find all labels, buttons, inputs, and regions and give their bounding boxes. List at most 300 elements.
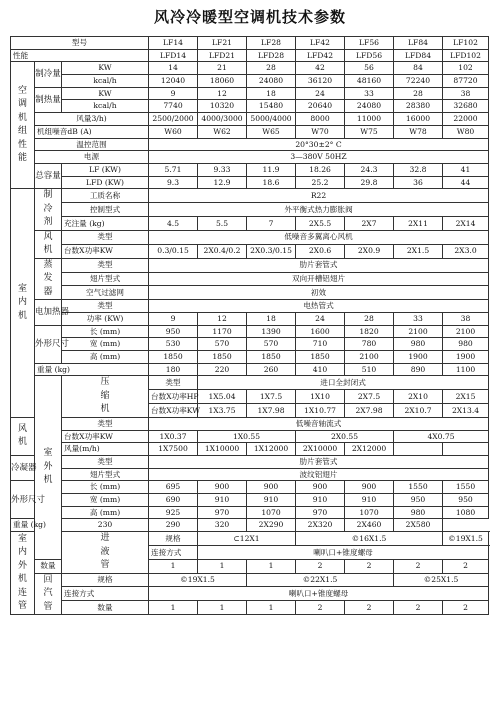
row-out-spec	[11, 573, 489, 587]
row-out-qty	[11, 601, 489, 615]
label: 数量	[62, 601, 149, 615]
cool-kcal-value: 24080	[247, 75, 296, 88]
cool-kw-value: 14	[149, 62, 198, 75]
label: 重量 (kg)	[11, 519, 62, 532]
airflow-value: 5000/4000	[247, 113, 296, 126]
sub-liquid-pipe: 进 液 管	[62, 532, 149, 574]
section-outdoor: 室 外 机	[35, 376, 62, 559]
label: 充注量 (kg)	[62, 216, 149, 230]
owidth-value: 690	[149, 494, 198, 507]
section-indoor: 室 内 机	[11, 189, 35, 418]
value: 双向开槽铝翅片	[149, 272, 489, 286]
noise-value: W65	[247, 125, 296, 138]
label: 类型	[62, 455, 149, 468]
label: 台数X功率KW	[62, 244, 149, 258]
charge-value: 5.5	[198, 216, 247, 230]
model-name-lfd: LFD42	[296, 49, 345, 62]
out-qty-value: 2	[345, 601, 394, 615]
label: 高 (mm)	[62, 506, 149, 519]
length-value: 950	[149, 325, 198, 338]
ofan-power-value: 1X0.37	[149, 430, 198, 443]
row-cool-kw	[11, 62, 489, 75]
length-value: 2100	[394, 325, 443, 338]
charge-value: 2X14	[443, 216, 489, 230]
sub-dimensions: 外形尺寸	[35, 325, 62, 363]
row-cond-type	[11, 455, 489, 468]
comp-hp-value: 1X10	[296, 390, 345, 404]
model-name: LF14	[149, 37, 198, 50]
comp-hp-value: 2X7.5	[345, 390, 394, 404]
cool-kw-value: 56	[345, 62, 394, 75]
row-height	[11, 351, 489, 364]
length-value: 1600	[296, 325, 345, 338]
out-spec-value: ©19X1.5	[149, 573, 247, 587]
label: 工质名称	[62, 189, 149, 203]
in-qty-value: 2	[296, 559, 345, 573]
noise-value: W70	[296, 125, 345, 138]
comp-kw-value: 1X10.77	[296, 404, 345, 418]
sub-compressor: 压 缩 机	[62, 376, 149, 418]
model-name: LF21	[198, 37, 247, 50]
comp-kw-value: 1X3.75	[198, 404, 247, 418]
value: 电热管式	[149, 300, 489, 313]
fan-power-value: 2X0.3/0.15	[247, 244, 296, 258]
sub-dimensions: 外形尺寸	[11, 481, 35, 519]
label: 风量3/h)	[35, 113, 149, 126]
length-value: 1820	[345, 325, 394, 338]
power-value: 3—380V 50HZ	[149, 151, 489, 164]
out-qty-value: 1	[198, 601, 247, 615]
row-ofan-type	[11, 417, 489, 430]
label: 连接方式	[149, 545, 198, 559]
label: 温控范围	[35, 138, 149, 151]
olength-value: 695	[149, 481, 198, 494]
charge-value: 2X5.5	[296, 216, 345, 230]
height-value: 1850	[247, 351, 296, 364]
charge-value: 4.5	[149, 216, 198, 230]
oweight-value: 2X320	[296, 519, 345, 532]
sub-fan: 风 机	[11, 417, 35, 455]
charge-value: 2X11	[394, 216, 443, 230]
row-ofin	[11, 468, 489, 481]
cool-kw-value: 28	[247, 62, 296, 75]
cool-kw-value: 42	[296, 62, 345, 75]
spec-table	[10, 36, 489, 615]
value: 喇叭口+锥度螺母	[149, 587, 489, 601]
row-heater-type	[11, 300, 489, 313]
lfd-kw-value: 9.3	[149, 176, 198, 189]
length-value: 1390	[247, 325, 296, 338]
in-qty-value: 1	[198, 559, 247, 573]
row-lf	[11, 163, 489, 176]
noise-value: W75	[345, 125, 394, 138]
row-fin	[11, 272, 489, 286]
label: 控制型式	[62, 203, 149, 217]
label: 翅片型式	[62, 468, 149, 481]
value: 初效	[149, 286, 489, 300]
weight-value: 890	[394, 363, 443, 376]
comp-kw-value: 2X7.98	[345, 404, 394, 418]
airflow-value: 16000	[394, 113, 443, 126]
out-spec-value: ©22X1.5	[247, 573, 394, 587]
out-qty-value: 2	[443, 601, 489, 615]
comp-kw-value: 2X10.7	[394, 404, 443, 418]
out-qty-value: 2	[296, 601, 345, 615]
heat-kcal-value: 10320	[198, 100, 247, 113]
cool-kw-value: 84	[394, 62, 443, 75]
weight-value: 1100	[443, 363, 489, 376]
olength-value: 1550	[443, 481, 489, 494]
section-connect: 室 内 外 机 连 管	[11, 532, 35, 615]
lf-kw-value: 18.26	[296, 163, 345, 176]
height-value: 2100	[345, 351, 394, 364]
lfd-kw-value: 25.2	[296, 176, 345, 189]
model-name-lfd: LFD102	[443, 49, 489, 62]
cool-kw-value: 102	[443, 62, 489, 75]
owidth-value: 950	[443, 494, 489, 507]
fan-power-value: 0.3/0.15	[149, 244, 198, 258]
document-title: 风冷冷暖型空调机技术参数	[153, 8, 346, 26]
label: 宽 (mm)	[62, 338, 149, 351]
label: kcal/h	[62, 75, 149, 88]
lfd-kw-value: 12.9	[198, 176, 247, 189]
model-header: 型号	[11, 37, 149, 50]
model-name: LF28	[247, 37, 296, 50]
owidth-value: 910	[247, 494, 296, 507]
row-lfd	[11, 176, 489, 189]
row-oheight	[11, 506, 489, 519]
oheight-value: 1080	[443, 506, 489, 519]
out-qty-value: 1	[149, 601, 198, 615]
row-filter	[11, 286, 489, 300]
model-name: LF84	[394, 37, 443, 50]
model-name: LF56	[345, 37, 394, 50]
in-qty-value: 1	[149, 559, 198, 573]
lfd-kw-value: 36	[394, 176, 443, 189]
heater-power-value: 38	[443, 312, 489, 325]
olength-value: 900	[296, 481, 345, 494]
row-airflow	[11, 113, 489, 126]
oweight-value: 320	[198, 519, 247, 532]
heat-kw-value: 28	[394, 87, 443, 100]
oheight-value: 980	[394, 506, 443, 519]
fan-power-value: 2X0.6	[296, 244, 345, 258]
label: 翅片型式	[62, 272, 149, 286]
airflow-value: 8000	[296, 113, 345, 126]
heat-kw-value: 9	[149, 87, 198, 100]
comp-hp-value: 1X5.04	[198, 390, 247, 404]
oairflow-value: 1X7500	[149, 443, 198, 456]
sub-heat: 制热量	[35, 87, 62, 112]
label: 类型	[62, 300, 149, 313]
row-fan-power	[11, 244, 489, 258]
in-qty-value: 2	[394, 559, 443, 573]
height-value: 1850	[198, 351, 247, 364]
weight-value: 180	[149, 363, 198, 376]
in-spec-value: ©19X1.5	[443, 532, 489, 546]
oairflow-value: 1X12000	[247, 443, 296, 456]
lf-kw-value: 9.33	[198, 163, 247, 176]
heater-power-value: 9	[149, 312, 198, 325]
olength-value: 900	[198, 481, 247, 494]
label: kcal/h	[62, 100, 149, 113]
sub-heater: 电加热器	[35, 300, 62, 325]
sub-evaporator: 蒸 发 器	[35, 258, 62, 300]
length-value: 1170	[198, 325, 247, 338]
oheight-value: 1070	[345, 506, 394, 519]
in-spec-value: ⊂12X1	[198, 532, 296, 546]
in-spec-value: ©16X1.5	[296, 532, 443, 546]
label: 类型	[62, 258, 149, 272]
oheight-value: 1070	[247, 506, 296, 519]
label: 数量	[35, 559, 62, 573]
oheight-value: 970	[296, 506, 345, 519]
sub-refrigerant: 制 冷 剂	[35, 189, 62, 231]
airflow-value: 22000	[443, 113, 489, 126]
row-length	[11, 325, 489, 338]
owidth-value: 910	[198, 494, 247, 507]
label: 电源	[35, 151, 149, 164]
temp-value: 20°30±2° C	[149, 138, 489, 151]
out-spec-value: ©25X1.5	[394, 573, 489, 587]
noise-value: W62	[198, 125, 247, 138]
heater-power-value: 24	[296, 312, 345, 325]
header-row-2	[11, 49, 489, 62]
model-name: LF102	[443, 37, 489, 50]
row-heat-kw	[11, 87, 489, 100]
empty-cell	[443, 443, 489, 456]
out-qty-value: 2	[394, 601, 443, 615]
sub-fan: 风 机	[35, 230, 62, 258]
comp-hp-value: 2X15	[443, 390, 489, 404]
label: 规格	[62, 573, 149, 587]
value: 进口全封闭式	[198, 376, 489, 390]
row-oairflow	[11, 443, 489, 456]
cool-kcal-value: 18060	[198, 75, 247, 88]
row-fan-type	[11, 230, 489, 244]
value: 低噪音多翼离心风机	[149, 230, 489, 244]
sub-cool: 制冷量	[35, 62, 62, 87]
model-name: LF42	[296, 37, 345, 50]
olength-value: 1550	[394, 481, 443, 494]
label: KW	[62, 62, 149, 75]
heater-power-value: 18	[247, 312, 296, 325]
heat-kcal-value: 24080	[345, 100, 394, 113]
width-value: 980	[394, 338, 443, 351]
width-value: 780	[345, 338, 394, 351]
header-row-1	[11, 37, 489, 50]
heater-power-value: 33	[394, 312, 443, 325]
heat-kw-value: 12	[198, 87, 247, 100]
lf-kw-value: 11.9	[247, 163, 296, 176]
oheight-value: 925	[149, 506, 198, 519]
label: 台数X功率KW	[62, 430, 149, 443]
width-value: 570	[198, 338, 247, 351]
airflow-value: 2500/2000	[149, 113, 198, 126]
width-value: 980	[443, 338, 489, 351]
oweight-value: 230	[62, 519, 149, 532]
label: 类型	[62, 417, 149, 430]
section-unit: 空 调 机 组 性 能	[11, 62, 35, 189]
in-qty-value: 1	[247, 559, 296, 573]
owidth-value: 950	[394, 494, 443, 507]
in-qty-value: 2	[345, 559, 394, 573]
comp-hp-value: 2X10	[394, 390, 443, 404]
row-in-spec	[11, 532, 489, 546]
value: 波纹铝翅片	[149, 468, 489, 481]
label: 类型	[149, 376, 198, 390]
value: 低噪音轴流式	[149, 417, 489, 430]
heat-kw-value: 33	[345, 87, 394, 100]
row-out-conn	[11, 587, 489, 601]
row-temp	[11, 138, 489, 151]
heat-kcal-value: 15480	[247, 100, 296, 113]
lf-kw-value: 41	[443, 163, 489, 176]
heater-power-value: 12	[198, 312, 247, 325]
label: 重量 (kg)	[35, 363, 149, 376]
fan-power-value: 2X1.5	[394, 244, 443, 258]
row-width	[11, 338, 489, 351]
value: 外平衡式热力膨胀阀	[149, 203, 489, 217]
lfd-kw-value: 29.8	[345, 176, 394, 189]
oairflow-value: 2X10000	[296, 443, 345, 456]
row-comp-type	[11, 376, 489, 390]
label: 高 (mm)	[62, 351, 149, 364]
model-name-lfd: LFD56	[345, 49, 394, 62]
label: 长 (mm)	[62, 325, 149, 338]
model-name-lfd: LFD84	[394, 49, 443, 62]
width-value: 570	[247, 338, 296, 351]
row-cool-kcal	[11, 75, 489, 88]
heat-kcal-value: 28380	[394, 100, 443, 113]
oweight-value: 2X460	[345, 519, 394, 532]
value: 喇叭口+锥度螺母	[198, 545, 489, 559]
row-ofan-power	[11, 430, 489, 443]
model-name-lfd: LFD14	[149, 49, 198, 62]
row-heat-kcal	[11, 100, 489, 113]
label: 风量(m/h)	[62, 443, 149, 456]
ofan-power-value: 2X0.55	[296, 430, 394, 443]
olength-value: 900	[345, 481, 394, 494]
row-power	[11, 151, 489, 164]
label: KW	[62, 87, 149, 100]
in-qty-value: 2	[443, 559, 489, 573]
row-weight	[11, 363, 489, 376]
oairflow-value: 1X10000	[198, 443, 247, 456]
label: 机组噪音dB (A)	[35, 125, 149, 138]
heat-kw-value: 24	[296, 87, 345, 100]
row-evap-type	[11, 258, 489, 272]
airflow-value: 4000/3000	[198, 113, 247, 126]
height-value: 1850	[296, 351, 345, 364]
owidth-value: 910	[296, 494, 345, 507]
fan-power-value: 2X0.4/0.2	[198, 244, 247, 258]
olength-value: 900	[247, 481, 296, 494]
label: 类型	[62, 230, 149, 244]
width-value: 710	[296, 338, 345, 351]
cool-kcal-value: 36120	[296, 75, 345, 88]
value: R22	[149, 189, 489, 203]
row-heater-power	[11, 312, 489, 325]
row-charge	[11, 216, 489, 230]
cool-kcal-value: 87720	[443, 75, 489, 88]
oweight-value: 2X290	[247, 519, 296, 532]
label: 长 (mm)	[62, 481, 149, 494]
ofan-power-value: 1X0.55	[198, 430, 296, 443]
noise-value: W80	[443, 125, 489, 138]
model-name-lfd: LFD21	[198, 49, 247, 62]
weight-value: 220	[198, 363, 247, 376]
oairflow-value: 2X12000	[345, 443, 394, 456]
performance-header: 性能	[11, 49, 149, 62]
height-value: 1850	[149, 351, 198, 364]
label: 空气过滤网	[62, 286, 149, 300]
label: 台数X功率HP	[149, 390, 198, 404]
comp-kw-value: 1X7.98	[247, 404, 296, 418]
oheight-value: 970	[198, 506, 247, 519]
fan-power-value: 2X3.0	[443, 244, 489, 258]
fan-power-value: 2X0.9	[345, 244, 394, 258]
lf-kw-value: 5.71	[149, 163, 198, 176]
label: 规格	[149, 532, 198, 546]
cool-kcal-value: 12040	[149, 75, 198, 88]
heat-kw-value: 18	[247, 87, 296, 100]
sub-condenser: 冷凝器	[11, 455, 35, 480]
row-owidth	[11, 494, 489, 507]
label: 宽 (mm)	[62, 494, 149, 507]
row-oweight	[11, 519, 489, 532]
lf-kw-value: 32.8	[394, 163, 443, 176]
lfd-kw-value: 44	[443, 176, 489, 189]
out-qty-value: 1	[247, 601, 296, 615]
heater-power-value: 28	[345, 312, 394, 325]
length-value: 2100	[443, 325, 489, 338]
height-value: 1900	[394, 351, 443, 364]
heat-kcal-value: 7740	[149, 100, 198, 113]
weight-value: 510	[345, 363, 394, 376]
row-control	[11, 203, 489, 217]
heat-kw-value: 38	[443, 87, 489, 100]
lfd-kw-value: 18.6	[247, 176, 296, 189]
label: 台数X功率KW	[149, 404, 198, 418]
weight-value: 260	[247, 363, 296, 376]
model-name-lfd: LFD28	[247, 49, 296, 62]
heat-kcal-value: 20640	[296, 100, 345, 113]
charge-value: 7	[247, 216, 296, 230]
charge-value: 2X7	[345, 216, 394, 230]
empty-cell	[394, 443, 443, 456]
comp-kw-value: 2X13.4	[443, 404, 489, 418]
sub-total: 总容量	[35, 163, 62, 188]
height-value: 1900	[443, 351, 489, 364]
oweight-value: 290	[149, 519, 198, 532]
label: LF (KW)	[62, 163, 149, 176]
row-olength	[11, 481, 489, 494]
heat-kcal-value: 32680	[443, 100, 489, 113]
cool-kcal-value: 48160	[345, 75, 394, 88]
comp-hp-value: 1X7.5	[247, 390, 296, 404]
row-medium	[11, 189, 489, 203]
sub-gas-pipe: 回 汽 管	[35, 573, 62, 615]
label: 连接方式	[62, 587, 149, 601]
cool-kcal-value: 72240	[394, 75, 443, 88]
value: 肋片套管式	[149, 258, 489, 272]
ofan-power-value: 4X0.75	[394, 430, 489, 443]
label: LFD (KW)	[62, 176, 149, 189]
cool-kw-value: 21	[198, 62, 247, 75]
row-noise	[11, 125, 489, 138]
noise-value: W60	[149, 125, 198, 138]
